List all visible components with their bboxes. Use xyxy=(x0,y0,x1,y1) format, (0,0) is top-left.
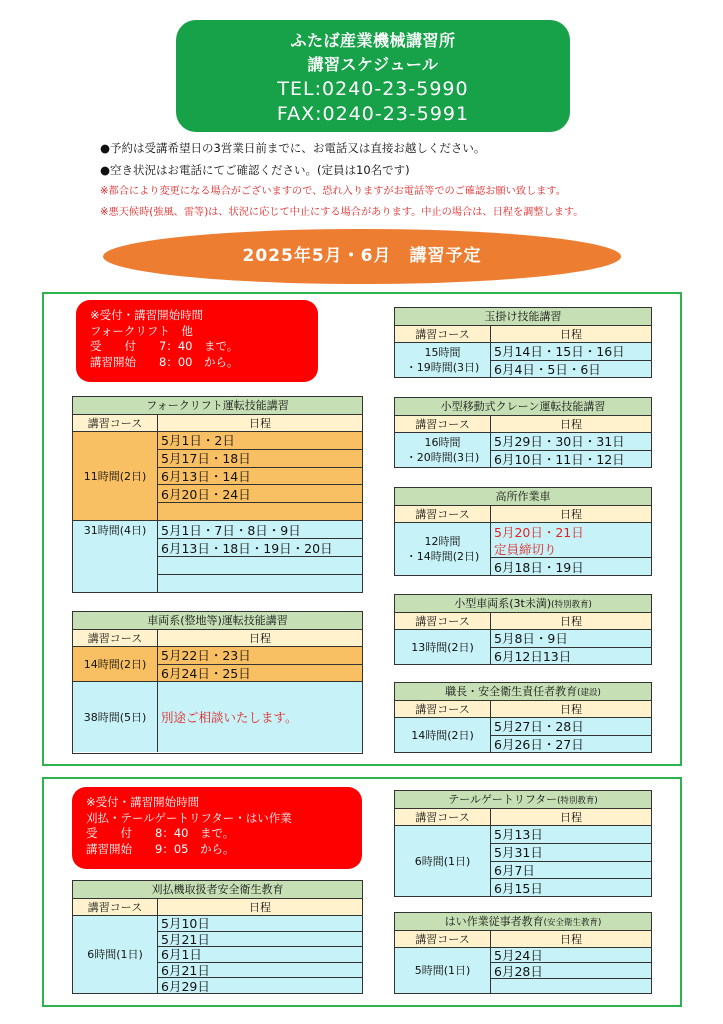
date-cell: 6月1日 xyxy=(158,947,362,963)
full-badge: 定員締切り xyxy=(491,540,651,558)
schedule-header: 日程 xyxy=(491,809,651,825)
course-cell: 12時間 ・14時間(2日) xyxy=(395,523,491,575)
course-group xyxy=(73,521,362,592)
consult-note: 別途ご相談いたします。 xyxy=(161,710,298,725)
date-cell: 6月24日・25日 xyxy=(161,665,251,681)
date-cell: 6月20日・24日 xyxy=(158,485,362,503)
date-cell: 5月27日・28日 xyxy=(491,718,651,736)
title-main: テールゲートリフター xyxy=(448,793,558,806)
schedule-header: 日程 xyxy=(491,931,651,947)
schedule-header: 日程 xyxy=(158,630,362,646)
dates-column xyxy=(491,523,651,575)
table-title: 刈払機取扱者安全衛生教育 xyxy=(73,881,362,899)
date-cell: 5月8日・9日 xyxy=(491,630,651,648)
school-name: ふたば産業機械講習所 xyxy=(290,31,456,50)
course-header: 講習コース xyxy=(395,701,491,717)
table-forklift xyxy=(72,396,363,593)
course-header: 講習コース xyxy=(395,931,491,947)
schedule-header: 日程 xyxy=(491,613,651,629)
notes xyxy=(100,137,710,223)
dates-column xyxy=(158,916,362,993)
note-availability: ●空き状況はお電話にてご確認ください。(定員は10名です) xyxy=(100,163,410,177)
date-cell: 5月13日 xyxy=(491,826,651,844)
course-header: 講習コース xyxy=(395,326,491,342)
table-title xyxy=(395,595,651,613)
course-group xyxy=(395,826,651,896)
table-title: フォークリフト運転技能講習 xyxy=(73,397,362,415)
course-group xyxy=(73,647,362,682)
period-banner: 2025年5月・6月 講習予定 xyxy=(103,229,621,284)
date-cell: 5月1日・7日・8日・9日 xyxy=(158,521,362,539)
course-cell: 13時間(2日) xyxy=(395,630,491,664)
course-header: 講習コース xyxy=(73,415,158,431)
course-cell: 16時間 ・20時間(3日) xyxy=(395,433,491,467)
course-cell: 14時間(2日) xyxy=(395,718,491,752)
table-crane xyxy=(394,397,652,468)
date-cell: 6月21日 xyxy=(158,963,362,979)
date-cell: 5月31日 xyxy=(491,844,651,862)
course-header: 講習コース xyxy=(395,416,491,432)
course-group xyxy=(395,630,651,664)
date-cell: 5月22日・23日 xyxy=(158,647,362,665)
notice-reception-time-2: ※受付・講習開始時間 刈払・テールゲートリフター・はい作業 受 付 8：40 まで。 講習開始 9：05 から。 xyxy=(72,787,362,869)
table-header xyxy=(395,613,651,630)
table-small-vehicle xyxy=(394,594,652,665)
date-cell: 5月1日・2日 xyxy=(158,432,362,450)
dates-column xyxy=(491,433,651,467)
date-cell: 6月4日・5日・6日 xyxy=(494,361,601,377)
course-cell: 38時間(5日) xyxy=(73,682,158,752)
date-cell: 5月24日 xyxy=(491,948,651,963)
table-foreman xyxy=(394,682,652,753)
title-main: はい作業従事者教育 xyxy=(444,915,544,928)
table-header xyxy=(395,326,651,343)
date-cell: 6月13日・14日 xyxy=(158,468,362,486)
course-group xyxy=(395,523,651,575)
date-cell: 5月14日・15日・16日 xyxy=(491,343,651,361)
schedule-header: 日程 xyxy=(158,899,362,915)
note-weather: ※悪天候時(強風、雷等)は、状況に応じて中止にする場合があります。中止の場合は、日程を調整します。 xyxy=(100,207,584,218)
date-cell: 6月10日・11日・12日 xyxy=(494,451,625,467)
table-header xyxy=(395,701,651,718)
table-header xyxy=(395,931,651,948)
course-group xyxy=(73,682,362,752)
date-cell: 5月10日 xyxy=(158,916,362,932)
dates-column xyxy=(491,343,651,377)
course-header: 講習コース xyxy=(395,506,491,522)
title-main: 職長・安全衛生責任者教育 xyxy=(445,685,578,698)
date-cell: 6月7日 xyxy=(491,862,651,880)
course-cell: 31時間(4日) xyxy=(73,521,158,592)
table-title: 高所作業車 xyxy=(395,488,651,506)
date-cell: 5月29日・30日・31日 xyxy=(491,433,651,451)
course-header: 講習コース xyxy=(73,630,158,646)
course-cell: 14時間(2日) xyxy=(73,647,158,681)
schedule-header: 日程 xyxy=(491,701,651,717)
table-header xyxy=(73,899,362,916)
fax-number: FAX:0240-23-5991 xyxy=(276,103,470,125)
date-cell: 6月15日 xyxy=(494,880,543,896)
notice-reception-time-1: ※受付・講習開始時間 フォークリフト 他 受 付 7：40 まで。 講習開始 8：00 から。 xyxy=(76,300,318,382)
dates-column xyxy=(158,682,362,752)
note-change: ※都合により変更になる場合がございますので、恐れ入りますがお電話等でのご確認お願い致します。 xyxy=(100,186,566,197)
table-title: 車両系(整地等)運転技能講習 xyxy=(73,612,362,630)
schedule-header: 日程 xyxy=(491,506,651,522)
date-cell xyxy=(491,979,651,993)
school-header xyxy=(176,20,570,132)
table-header xyxy=(73,415,362,432)
title-main: 小型車両系(3t未満) xyxy=(454,597,552,610)
date-cell xyxy=(158,503,362,520)
table-tamakake xyxy=(394,307,652,378)
dates-column xyxy=(158,432,362,520)
table-header xyxy=(395,809,651,826)
schedule-header: 日程 xyxy=(158,415,362,431)
date-cell: 6月28日 xyxy=(491,963,651,978)
date-cell: 5月17日・18日 xyxy=(158,450,362,468)
table-title: 小型移動式クレーン運転技能講習 xyxy=(395,398,651,416)
course-group xyxy=(73,916,362,993)
table-vehicle xyxy=(72,611,363,754)
tel-number: TEL:0240-23-5990 xyxy=(277,78,469,100)
title-note: (安全衛生教育) xyxy=(543,918,602,928)
table-header xyxy=(395,506,651,523)
date-cell: 5月21日 xyxy=(158,932,362,948)
date-cell: 6月18日・19日 xyxy=(494,559,584,575)
course-header: 講習コース xyxy=(395,613,491,629)
table-hai-work xyxy=(394,912,652,994)
date-cell: 6月29日 xyxy=(161,978,210,993)
table-title: 玉掛け技能講習 xyxy=(395,308,651,326)
course-group xyxy=(73,432,362,521)
date-cell xyxy=(158,557,362,575)
table-header xyxy=(395,416,651,433)
schedule-header: 日程 xyxy=(491,416,651,432)
title-note: (建設) xyxy=(577,688,601,698)
note-reservation: ●予約は受講希望日の3営業日前までに、お電話又は直接お越しください。 xyxy=(100,141,486,155)
date-cell: 6月12日13日 xyxy=(494,648,572,664)
course-group xyxy=(395,718,651,752)
course-header: 講習コース xyxy=(73,899,158,915)
dates-column xyxy=(491,718,651,752)
table-aerial-work xyxy=(394,487,652,576)
course-group xyxy=(395,343,651,377)
course-group xyxy=(395,948,651,993)
schedule-header: 日程 xyxy=(491,326,651,342)
course-group xyxy=(395,433,651,467)
course-cell: 11時間(2日) xyxy=(73,432,158,520)
dates-column xyxy=(158,521,362,592)
course-cell: 15時間 ・19時間(3日) xyxy=(395,343,491,377)
course-cell: 6時間(1日) xyxy=(73,916,158,993)
dates-column xyxy=(491,826,651,896)
title-note: (特別教育) xyxy=(551,600,592,610)
table-tailgate-lifter xyxy=(394,790,652,897)
schedule-title: 講習スケジュール xyxy=(307,55,439,74)
date-cell: 5月20日・21日 xyxy=(494,524,584,540)
course-header: 講習コース xyxy=(395,809,491,825)
date-cell: 6月13日・18日・19日・20日 xyxy=(158,539,362,557)
dates-column xyxy=(158,647,362,681)
table-title xyxy=(395,791,651,809)
table-header xyxy=(73,630,362,647)
dates-column xyxy=(491,948,651,993)
table-title xyxy=(395,683,651,701)
table-title xyxy=(395,913,651,931)
table-brush-cutter xyxy=(72,880,363,994)
dates-column xyxy=(491,630,651,664)
title-note: (特別教育) xyxy=(557,796,598,806)
course-cell: 6時間(1日) xyxy=(395,826,491,896)
date-cell: 6月26日・27日 xyxy=(494,736,584,752)
course-cell: 5時間(1日) xyxy=(395,948,491,993)
date-cell xyxy=(158,575,362,592)
